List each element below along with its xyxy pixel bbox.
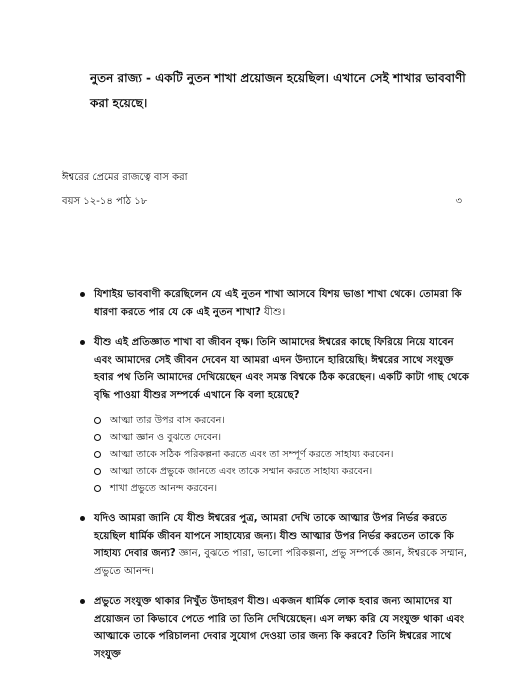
bullet-item <box>80 510 470 580</box>
bullet-answer: জ্ঞান, বুঝতে পারা, ভালো পরিকল্পনা, প্রভু সম্পর্কে জ্ঞান, ঈশ্বরকে সম্মান, প্রভুতে আনন্দ। <box>94 548 468 577</box>
bullet-text: প্রভুতে সংযুক্ত থাকার নিখুঁত উদাহরণ যীশু। একজন ধার্মিক লোক হবার জন্য আমাদের যা প্রয়োজন তা কিভাবে পেতে পারি তা তিনি দেখিয়েছেন। এস লক্ষ্য করি যে সংযুক্ত থাকা এবং আত্মাকে তাকে পরিচালনা দেবার সুযোগ দেওয়া তার জন্য কি করবে? তিনি ঈশ্বরের সাথে সংযুক্ত <box>94 596 465 660</box>
bullet-text: যদিও আমরা জানি যে যীশু ঈশ্বরের পুত্র, আমরা দেখি তাকে আত্মার উপর নির্ভর করতে হয়েছিল ধার্মিক জীবন যাপনে সাহায্যের জন্য। যীশু আত্মার উপর নির্ভর করতেন তাকে কি সাহায্য দেবার জন্য? <box>94 513 454 559</box>
age-lesson-label: বয়স ১২-১৪ পাঠ ১৮ <box>62 196 148 207</box>
intro-paragraph: নুতন রাজ্য - একটি নুতন শাখা প্রয়োজন হয়েছিল। এখানে সেই শাখার ভাববাণী করা হয়েছে। <box>90 71 466 110</box>
circle-bullet-icon <box>94 468 101 475</box>
sub-item <box>94 446 470 463</box>
bullet-item <box>80 593 470 663</box>
sub-item <box>94 463 470 480</box>
sub-item-text: আত্মা তার উপর বাস করবেন। <box>110 415 225 426</box>
bullet-dot-icon <box>80 599 85 604</box>
bullet-dot-icon <box>80 516 85 521</box>
bullet-text: যিশাইয় ভাববাণী করেছিলেন যে এই নুতন শাখা আসবে যিশয় ভাঙা শাখা থেকে। তোমরা কি ধারণা করতে পার যে কে এই নুতন শাখা? <box>94 289 462 318</box>
bullet-text: যীশু এই প্রতিজ্ঞাত শাখা বা জীবন বৃক্ষ। তিনি আমাদের ঈশ্বরের কাছে ফিরিয়ে নিয়ে যাবেন এবং আমাদের সেই জীবন দেবেন যা আমরা এদন উদ্যানে হারিয়েছি। ঈশ্বরের সাথে সংযুক্ত হবার পথ তিনি আমাদের দেখিয়েছেন এবং সমস্ত বিশ্বকে ঠিক করেছেন। একটি কাটা গাছ থেকে বৃদ্ধি পাওয়া যীশুর সম্পর্কে এখানে কি বলা হয়েছে? <box>94 337 469 401</box>
lesson-meta-row <box>62 194 462 211</box>
circle-bullet-icon <box>94 417 101 424</box>
section-title: ঈশ্বরের প্রেমের রাজত্বে বাস করা <box>62 172 188 183</box>
circle-bullet-icon <box>94 434 101 441</box>
sub-item-text: আত্মা জ্ঞান ও বুঝতে দেবেন। <box>110 432 222 443</box>
sub-item <box>94 429 470 446</box>
sub-item-text: আত্মা তাকে সঠিক পরিকল্পনা করতে এবং তা সম্পূর্ণ করতে সাহায্য করবেন। <box>110 449 394 460</box>
circle-bullet-icon <box>94 485 101 492</box>
sub-item <box>94 412 470 429</box>
bullet-list <box>80 286 470 676</box>
bullet-dot-icon <box>80 340 85 345</box>
sub-item-text: শাখা প্রভুতে আনন্দ করবেন। <box>110 483 218 494</box>
sub-item-text: আত্মা তাকে প্রভুকে জানতে এবং তাকে সম্মান করতে সাহায্য করবেন। <box>110 466 373 477</box>
bullet-item <box>80 334 470 497</box>
sub-item <box>94 480 470 497</box>
bullet-answer: যীশু। <box>260 306 286 318</box>
sub-list <box>94 412 470 497</box>
circle-bullet-icon <box>94 451 101 458</box>
page-number: ৩ <box>455 196 462 207</box>
bullet-item <box>80 286 470 321</box>
bullet-dot-icon <box>80 292 85 297</box>
